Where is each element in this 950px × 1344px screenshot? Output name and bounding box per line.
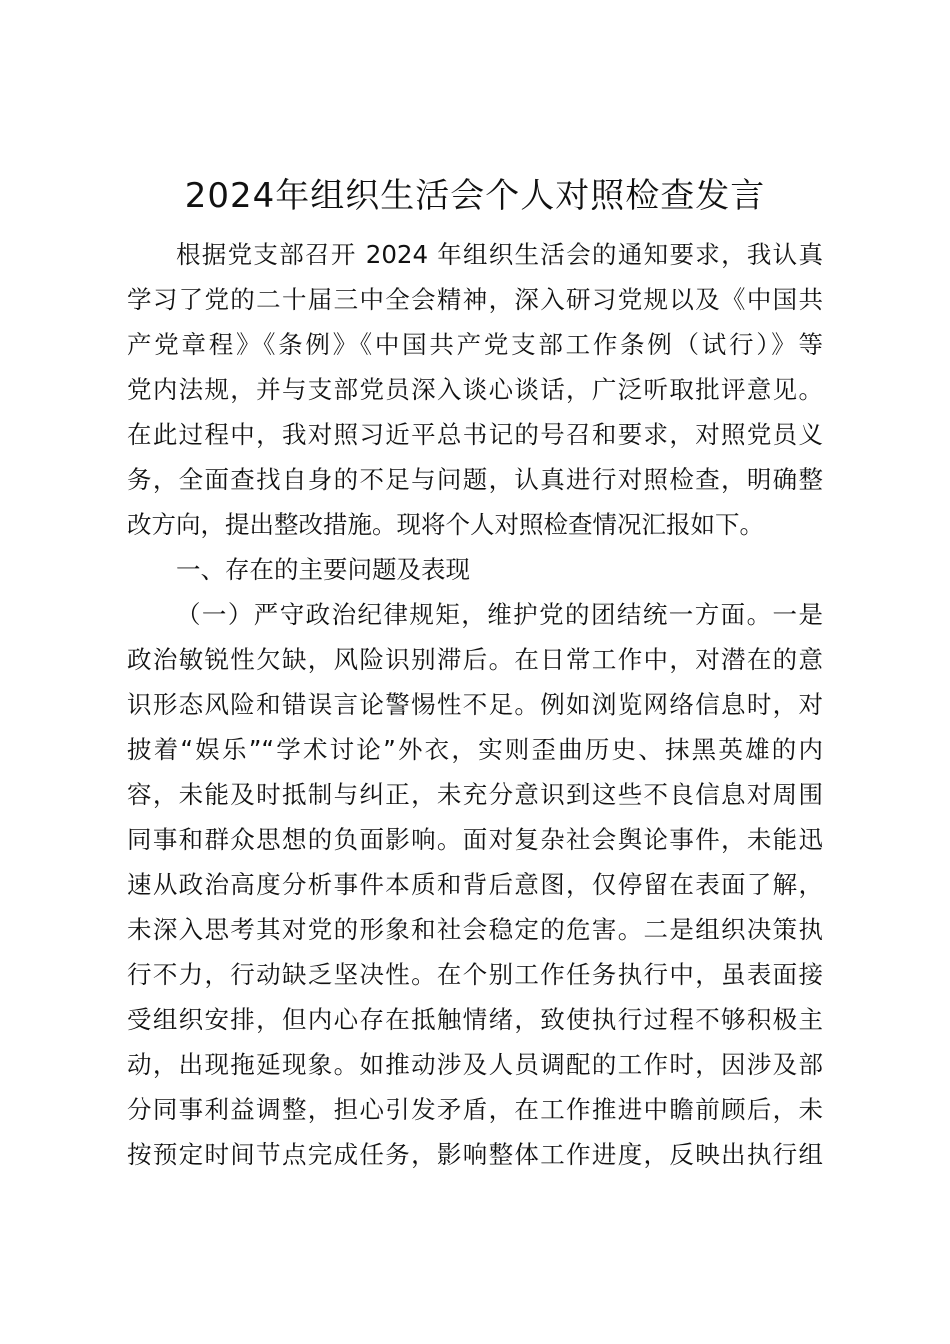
section-heading: 一、存在的主要问题及表现 — [176, 555, 470, 584]
document-body — [127, 232, 823, 1177]
paragraph-line: 披着“娱乐”“学术讨论”外衣，实则歪曲历史、抹黑英雄的内 — [127, 735, 823, 764]
paragraph-line: 政治敏锐性欠缺，风险识别滞后。在日常工作中，对潜在的意 — [127, 645, 823, 674]
paragraph-line: 务，全面查找自身的不足与问题，认真进行对照检查，明确整 — [127, 465, 823, 494]
paragraph-line: 党内法规，并与支部党员深入谈心谈话，广泛听取批评意见。 — [127, 375, 823, 404]
document-title: 2024年组织生活会个人对照检查发言 — [184, 176, 766, 216]
paragraph-line: 动，出现拖延现象。如推动涉及人员调配的工作时，因涉及部 — [127, 1050, 823, 1079]
paragraph-line: （一）严守政治纪律规矩，维护党的团结统一方面。一是 — [176, 600, 823, 629]
paragraph-line: 未深入思考其对党的形象和社会稳定的危害。二是组织决策执 — [127, 915, 823, 944]
paragraph-line: 在此过程中，我对照习近平总书记的号召和要求，对照党员义 — [127, 420, 823, 449]
paragraph-line: 改方向，提出整改措施。现将个人对照检查情况汇报如下。 — [127, 510, 764, 539]
paragraph-line: 同事和群众思想的负面影响。面对复杂社会舆论事件，未能迅 — [127, 825, 823, 854]
paragraph-line: 分同事利益调整，担心引发矛盾，在工作推进中瞻前顾后，未 — [127, 1095, 823, 1124]
paragraph-line: 容，未能及时抵制与纠正，未充分意识到这些不良信息对周围 — [127, 780, 823, 809]
paragraph-line: 学习了党的二十届三中全会精神，深入研习党规以及《中国共 — [127, 285, 823, 314]
paragraph-line: 识形态风险和错误言论警惕性不足。例如浏览网络信息时，对 — [127, 690, 823, 719]
paragraph-line: 根据党支部召开 2024 年组织生活会的通知要求，我认真 — [176, 240, 823, 269]
paragraph-line: 产党章程》《条例》《中国共产党支部工作条例（试行）》等 — [127, 330, 823, 359]
paragraph-line: 按预定时间节点完成任务，影响整体工作进度，反映出执行组 — [127, 1140, 823, 1169]
paragraph-line: 受组织安排，但内心存在抵触情绪，致使执行过程不够积极主 — [127, 1005, 823, 1034]
paragraph-line: 速从政治高度分析事件本质和背后意图，仅停留在表面了解， — [127, 870, 823, 899]
paragraph-line: 行不力，行动缺乏坚决性。在个别工作任务执行中，虽表面接 — [127, 960, 823, 989]
